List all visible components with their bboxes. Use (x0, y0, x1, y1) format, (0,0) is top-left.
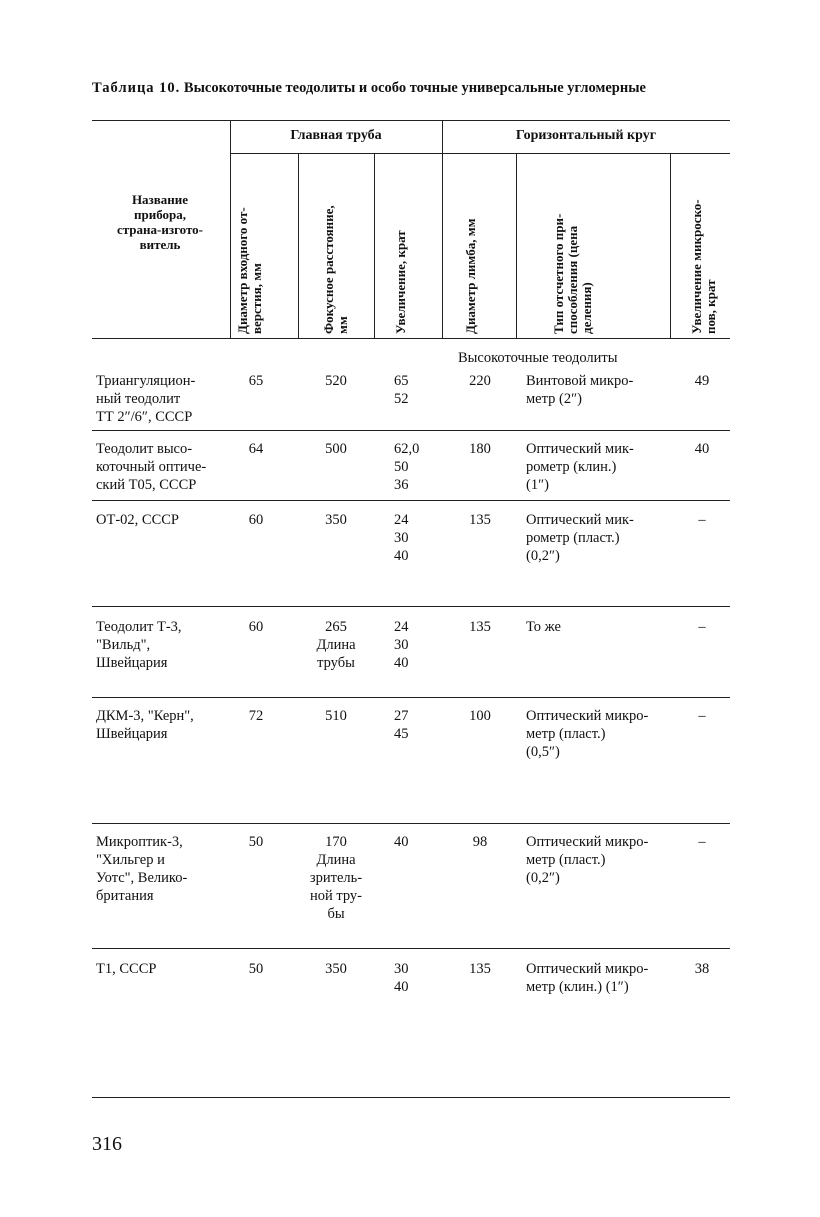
text-line: 350 (325, 512, 347, 528)
device-name (96, 707, 194, 743)
row-separator (92, 697, 730, 698)
name-header-line: витель (139, 237, 181, 252)
limb-value: 135 (469, 619, 491, 635)
column-header-name (100, 192, 220, 252)
magnification-value (394, 618, 409, 672)
text-line: 45 (394, 726, 409, 742)
text-line: метр (2″) (526, 391, 582, 407)
text-line: трубы (317, 655, 355, 671)
text-line: 265 (325, 619, 347, 635)
text-line: (0,2″) (526, 870, 560, 886)
group-main-tube: Главная труба (290, 128, 382, 143)
text-line: Теодолит Т-3, (96, 619, 182, 635)
text-line: "Хильгер и (96, 852, 165, 868)
aperture-value: 50 (248, 834, 264, 850)
text-line: Теодолит высо- (96, 441, 193, 457)
text-line: 40 (394, 655, 409, 671)
row-separator (92, 430, 730, 431)
row-separator (92, 500, 730, 501)
aperture-value: 50 (248, 961, 264, 977)
text-line: 24 (394, 512, 409, 528)
header-line: мм (335, 316, 350, 334)
column-header-reader (552, 158, 594, 334)
magnification-value (394, 511, 409, 565)
reader-value (526, 440, 634, 494)
text-line: 40 (394, 834, 409, 850)
microscope-value: 40 (694, 441, 710, 457)
text-line: метр (клин.) (1″) (526, 979, 629, 995)
reader-value (526, 960, 648, 996)
text-line: бы (327, 906, 345, 922)
header-line: Тип отсчетного при- (551, 213, 566, 334)
reader-value (526, 372, 633, 408)
text-line: 170 (325, 834, 347, 850)
device-name (96, 833, 187, 905)
header-line: Увеличение, крат (393, 230, 408, 334)
text-line: 27 (394, 708, 409, 724)
divider-focal (374, 154, 375, 338)
text-line: ной тру- (309, 888, 363, 904)
table-caption (92, 80, 646, 97)
row-separator (92, 823, 730, 824)
divider-main (442, 121, 443, 338)
group-rule (230, 153, 730, 154)
row-separator (92, 948, 730, 949)
name-header-line: Название (131, 192, 189, 207)
text-line: (1″) (526, 477, 549, 493)
focal-value (306, 372, 366, 390)
text-line: Швейцария (96, 726, 168, 742)
focal-value (306, 618, 366, 672)
name-header-line: прибора, (133, 207, 187, 222)
text-line: 65 (394, 373, 409, 389)
device-name (96, 372, 195, 426)
top-rule (92, 120, 730, 121)
text-line: 500 (325, 441, 347, 457)
text-line: 50 (394, 459, 409, 475)
header-line: верстия, мм (249, 263, 264, 334)
aperture-value: 60 (248, 512, 264, 528)
text-line: метр (пласт.) (526, 852, 606, 868)
header-bottom-rule (92, 338, 730, 339)
reader-value (526, 833, 648, 887)
reader-value (526, 707, 648, 761)
text-line: 24 (394, 619, 409, 635)
text-line: 40 (394, 548, 409, 564)
group-horizontal-circle: Горизонтальный круг (515, 128, 657, 143)
microscope-value: – (698, 708, 706, 724)
column-header-limb (464, 158, 478, 334)
text-line: 350 (325, 961, 347, 977)
text-line: ТТ 2″/6″, СССР (96, 409, 193, 425)
header-line: пов, крат (703, 279, 718, 334)
header-line: Диаметр входного от- (235, 207, 250, 334)
device-name (96, 511, 179, 529)
microscope-value: – (698, 512, 706, 528)
magnification-value (394, 707, 409, 743)
text-line: Длина (316, 637, 356, 653)
text-line: 52 (394, 391, 409, 407)
text-line: 40 (394, 979, 409, 995)
microscope-value: 49 (694, 373, 710, 389)
magnification-value (394, 440, 419, 494)
microscope-value: 38 (694, 961, 710, 977)
limb-value: 98 (472, 834, 488, 850)
aperture-value: 72 (248, 708, 264, 724)
text-line: 30 (394, 961, 409, 977)
header-line: Диаметр лимба, мм (463, 218, 478, 334)
text-line: ный теодолит (96, 391, 181, 407)
device-name (96, 960, 156, 978)
text-line: Оптический микро- (526, 834, 649, 850)
text-line: То же (526, 619, 561, 635)
aperture-value: 65 (248, 373, 264, 389)
table-number: Таблица 10. (92, 80, 181, 96)
text-line: Оптический мик- (526, 441, 634, 457)
text-line: "Вильд", (96, 637, 151, 653)
device-name (96, 440, 206, 494)
text-line: Микроптик-3, (96, 834, 183, 850)
text-line: Оптический микро- (526, 708, 649, 724)
divider-aperture (298, 154, 299, 338)
header-line: деления) (579, 282, 594, 334)
focal-value (306, 960, 366, 978)
divider-name (230, 121, 231, 338)
text-line: 62,0 (394, 441, 420, 457)
divider-limb (516, 154, 517, 338)
column-header-aperture (236, 158, 264, 334)
divider-reader (670, 154, 671, 338)
magnification-value (394, 960, 409, 996)
bottom-rule (92, 1097, 730, 1098)
text-line: 510 (325, 708, 347, 724)
text-line: 30 (394, 637, 409, 653)
row-separator (92, 606, 730, 607)
text-line: 30 (394, 530, 409, 546)
microscope-value: – (698, 619, 706, 635)
limb-value: 180 (469, 441, 491, 457)
magnification-value (394, 372, 409, 408)
text-line: 520 (325, 373, 347, 389)
focal-value (306, 511, 366, 529)
focal-value (306, 833, 366, 923)
reader-value (526, 511, 634, 565)
header-line: Увеличение микроско- (689, 199, 704, 334)
magnification-value (394, 833, 409, 851)
text-line: Т1, СССР (96, 961, 157, 977)
name-header-line: страна-изгото- (116, 222, 204, 237)
text-line: ДКМ-3, "Керн", (96, 708, 194, 724)
aperture-value: 64 (248, 441, 264, 457)
text-line: рометр (клин.) (526, 459, 617, 475)
text-line: Оптический мик- (526, 512, 634, 528)
table-title: Высокоточные теодолиты и особо точные универсальные угломерные (183, 80, 646, 96)
text-line: Уотс", Велико- (96, 870, 188, 886)
text-line: Винтовой микро- (526, 373, 634, 389)
aperture-value: 60 (248, 619, 264, 635)
device-name (96, 618, 182, 672)
text-line: Швейцария (96, 655, 168, 671)
reader-value (526, 618, 561, 636)
header-line: способления (цена (565, 225, 580, 334)
text-line: (0,5″) (526, 744, 560, 760)
focal-value (306, 440, 366, 458)
text-line: 36 (394, 477, 409, 493)
limb-value: 100 (469, 708, 491, 724)
column-header-focal (322, 158, 350, 334)
text-line: рометр (пласт.) (526, 530, 620, 546)
section-title: Высокоточные теодолиты (458, 350, 618, 366)
text-line: коточный оптиче- (96, 459, 207, 475)
column-header-microscope (690, 158, 718, 334)
text-line: британия (96, 888, 154, 904)
text-line: ский Т05, СССР (96, 477, 197, 493)
page-number: 316 (92, 1133, 122, 1155)
text-line: метр (пласт.) (526, 726, 606, 742)
limb-value: 135 (469, 961, 491, 977)
text-line: зритель- (309, 870, 363, 886)
text-line: Длина (316, 852, 356, 868)
microscope-value: – (698, 834, 706, 850)
limb-value: 220 (469, 373, 491, 389)
focal-value (306, 707, 366, 725)
header-line: Фокусное расстояние, (321, 205, 336, 334)
text-line: Триангуляцион- (96, 373, 196, 389)
text-line: (0,2″) (526, 548, 560, 564)
limb-value: 135 (469, 512, 491, 528)
column-header-magnification (394, 158, 408, 334)
text-line: ОТ-02, СССР (96, 512, 179, 528)
text-line: Оптический микро- (526, 961, 649, 977)
